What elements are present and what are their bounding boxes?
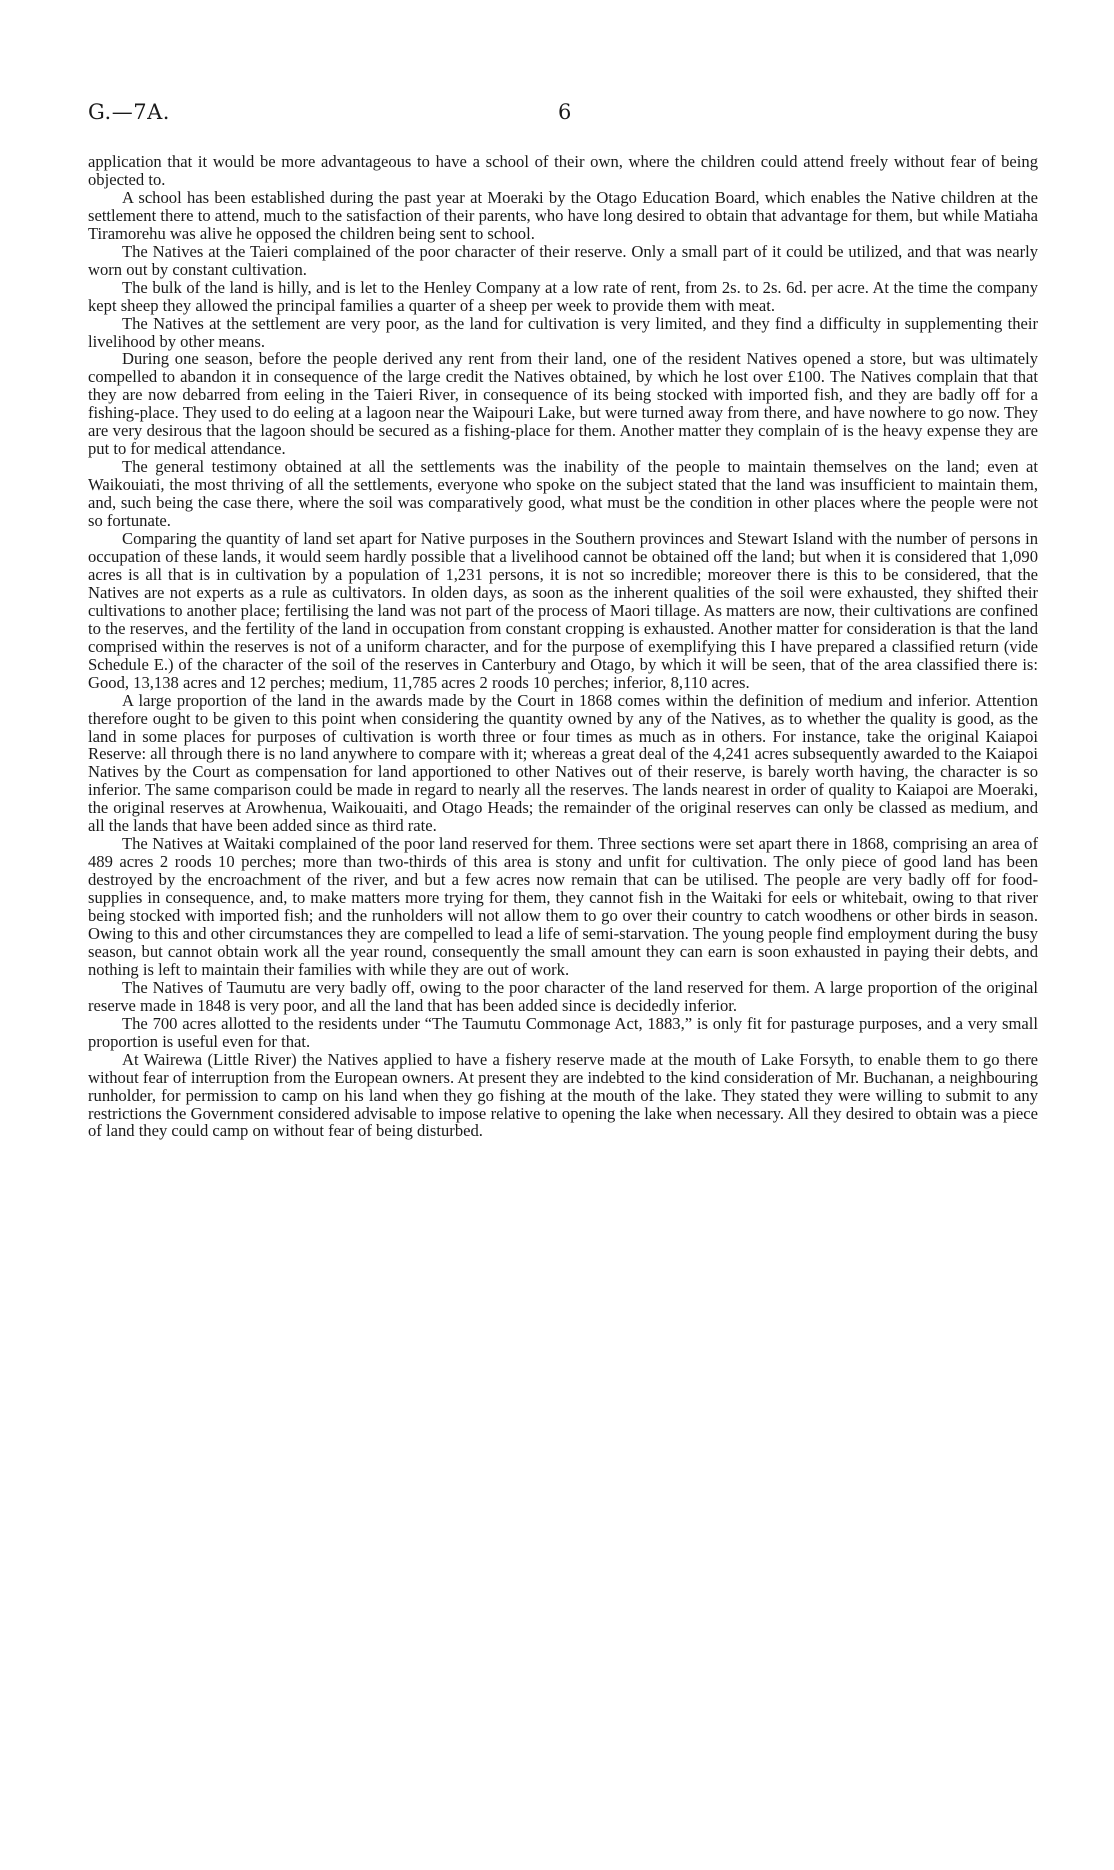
paragraph-land-quantity: Comparing the quantity of land set apart for Native purposes in the Southern provinces and Stewart Island with the number of persons in occupation of these lands, it would seem hardly possible that a livelihood cannot be obtained off the land; but when it is considered that 1,090 acres is all that is in cultivation by a population of 1,231 persons, it is not so incredible; moreover there is this to be considered, that the Natives are not experts as a rule as cultivators. In olden days, as soon as the inherent qualities of the soil were exhausted, they shifted their cultivations to another place; fertilising the land was not part of the process of Maori tillage. As matters are now, their cultivations are confined to the reserves, and the fertility of the land in occupation from constant cropping is exhausted. Another matter for consideration is that the land comprised within the reserves is not of a uniform character, and for the purpose of exemplifying this I have prepared a classified return (vide Schedule E.) of the character of the soil of the reserves in Canterbury and Otago, by which it will be seen, that of the area classified there is: Good, 13,138 acres and 12 perches; medium, 11,785 acres 2 roods 10 perches; inferior, 8,110 acres. xyxy=(88,529,1038,692)
paragraph-general-testimony: The general testimony obtained at all the settlements was the inability of the people to maintain themselves on the land; even at Waikouiati, the most thriving of all the settlements, everyone who spoke on the subject stated that the land was insufficient to maintain them, and, such being the case there, where the soil was comparatively good, what must be the condition in other places where the people were not so fortunate. xyxy=(88,457,1038,531)
paragraph-store-and-eeling: During one season, before the people derived any rent from their land, one of the resident Natives opened a store, but was ultimately compelled to abandon it in consequence of the large credit the Natives obtained, by which he lost over £100. The Natives complain that that they are now debarred from eeling in the Taieri River, in consequence of its being stocked with imported fish, and they are badly off for a fishing-place. They used to do eeling at a lagoon near the Waipouri Lake, but were turned away from there, and have nowhere to go now. They are very desirous that the lagoon should be secured as a fishing-place for them. Another matter they complain of is the heavy expense they are put to for medical attendance. xyxy=(88,349,1038,459)
page-number: 6 xyxy=(558,100,572,124)
paragraph-henley-company: The bulk of the land is hilly, and is let to the Henley Company at a low rate of rent, from 2s. to 2s. 6d. per acre. At the time the company kept sheep they allowed the principal families a quarter of a sheep per week to provide them with meat. xyxy=(88,277,1038,315)
parliamentary-paper-reference: G.—7A. xyxy=(88,100,170,124)
paragraph-court-awards-1868: A large proportion of the land in the awards made by the Court in 1868 comes within the definition of medium and inferior. Attention therefore ought to be given to this point when considering the quantity owned by any of the Natives, as to whether the quality is good, as the land in some places for purposes of cultivation is worth three or four times as much as in others. For instance, take the original Kaiapoi Reserve: all through there is no land anywhere to compare with it; whereas a great deal of the 4,241 acres subsequently awarded to the Kaiapoi Natives by the Court as compensation for land apportioned to other Natives out of their reserve, is barely worth having, the character is so inferior. The same comparison could be made in regard to nearly all the reserves. The lands nearest in order of quality to Kaiapoi are Moeraki, the original reserves at Arowhenua, Waikouaiti, and Otago Heads; the remainder of the original reserves can only be classed as medium, and all the lands that have been added since as third rate. xyxy=(88,690,1038,836)
paragraph-waitaki: The Natives at Waitaki complained of the poor land reserved for them. Three sections were set apart there in 1868, comprising an area of 489 acres 2 roods 10 perches; more than two-thirds of this area is stony and unfit for cultivation. The only piece of good land has been destroyed by the encroachment of the river, and but a few acres now remain that can be utilised. The people are very badly off for food-supplies in consequence, and, to make matters more trying for them, they cannot fish in the Waitaki for eels or whitebait, owing to that river being stocked with imported fish; and the runholders will not allow them to go over their country to catch woodhens or other birds in season. Owing to this and other circumstances they are compelled to lead a life of semi-starvation. The young people find employment during the busy season, but cannot obtain work all the year round, consequently the small amount they can earn is soon exhausted in paying their debts, and nothing is left to maintain their families with while they are out of work. xyxy=(88,834,1038,979)
body-text xyxy=(88,153,1038,1140)
paragraph-continuation: application that it would be more advantageous to have a school of their own, where the children could attend freely without fear of being objected to. xyxy=(88,152,1038,189)
paragraph-wairewa-fishery: At Wairewa (Little River) the Natives applied to have a fishery reserve made at the mouth of Lake Forsyth, to enable them to go there without fear of interruption from the European owners. At present they are indebted to the kind consideration of Mr. Buchanan, a neighbouring runholder, for permission to camp on his land when they go fishing at the mouth of the lake. They stated they were willing to submit to any restrictions the Government considered advisable to impose relative to opening the lake when necessary. All they desired to obtain was a piece of land they could camp on without fear of being disturbed. xyxy=(88,1049,1038,1141)
paragraph-taumutu-commonage: The 700 acres allotted to the residents under “The Taumutu Commonage Act, 1883,” is only fit for pasturage purposes, and a very small proportion is useful even for that. xyxy=(88,1013,1038,1051)
paragraph-taieri-reserve: The Natives at the Taieri complained of the poor character of their reserve. Only a small part of it could be utilized, and that was nearly worn out by constant cultivation. xyxy=(88,241,1038,279)
paragraph-settlement-poverty: The Natives at the settlement are very poor, as the land for cultivation is very limited, and they find a difficulty in supplementing their livelihood by other means. xyxy=(88,313,1038,351)
page-header xyxy=(88,100,1038,134)
paragraph-taumutu: The Natives of Taumutu are very badly off, owing to the poor character of the land reserved for them. A large proportion of the original reserve made in 1848 is very poor, and all the land that has been added since is decidedly inferior. xyxy=(88,977,1038,1015)
paragraph-moeraki-school: A school has been established during the past year at Moeraki by the Otago Education Board, which enables the Native children at the settlement there to attend, much to the satisfaction of their parents, who have long desired to obtain that advantage for them, but while Matiaha Tiramorehu was alive he opposed the children being sent to school. xyxy=(88,187,1038,243)
